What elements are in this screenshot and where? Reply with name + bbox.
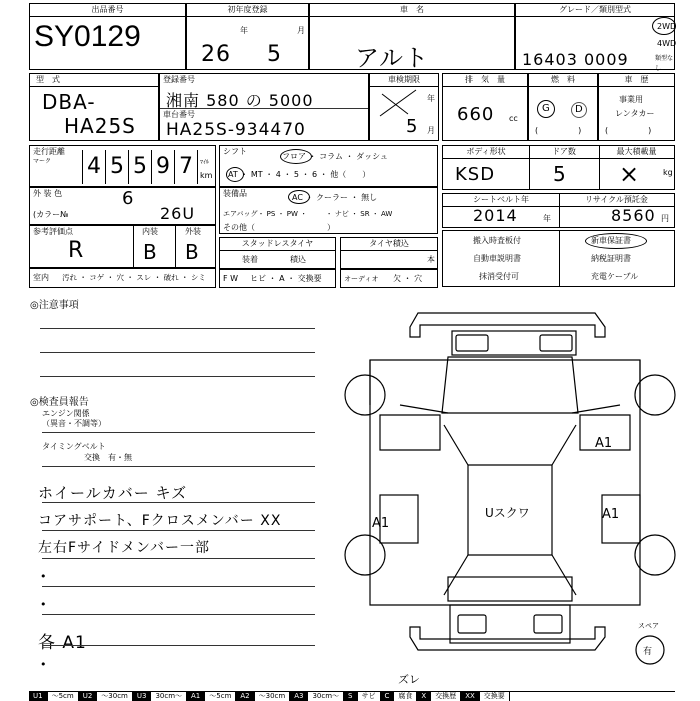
seatbelt-label: シートベルト年 bbox=[443, 194, 560, 207]
seatbelt-box bbox=[442, 193, 675, 228]
seatbelt-value: 2014 bbox=[473, 206, 518, 225]
displacement-unit: cc bbox=[509, 114, 518, 123]
studless-label: スタッドレスタイヤ bbox=[220, 238, 335, 251]
inspection-slash bbox=[378, 88, 418, 118]
legend-item: A2 bbox=[236, 692, 254, 701]
model-line2: HA25S bbox=[64, 114, 136, 138]
shift-at-circle bbox=[226, 167, 244, 182]
seatbelt-unit: 年 bbox=[543, 214, 551, 223]
interior-row-value: 汚れ ・ コゲ ・ 穴 ・ スレ ・ 破れ ・ シミ bbox=[62, 273, 206, 282]
equipment-ac-circle bbox=[288, 190, 310, 204]
diagram-spare-mark: 有 bbox=[643, 647, 653, 657]
legend-item: サビ bbox=[358, 692, 381, 701]
body-divider2 bbox=[599, 158, 600, 189]
legend-item: U2 bbox=[79, 692, 98, 701]
legend-item: 30cm～ bbox=[308, 692, 344, 701]
lot-label: 出品番号 bbox=[30, 4, 185, 17]
mileage-digit: 7 bbox=[179, 154, 194, 179]
capacity-unit: kg bbox=[663, 168, 673, 177]
reg-no-value: 湘南 580 の 5000 bbox=[166, 91, 314, 110]
diagram-spare-label: スペア bbox=[638, 622, 659, 630]
first-reg-year: 26 bbox=[201, 42, 231, 67]
report-line bbox=[42, 558, 315, 559]
fw-row-label: F W bbox=[223, 274, 239, 283]
first-reg-year-unit: 年 bbox=[240, 26, 248, 35]
mileage-unit-mile: ﾏｲﾙ bbox=[200, 159, 210, 166]
diagram-right-upper: A1 bbox=[595, 436, 613, 451]
legend-item: ～5cm bbox=[48, 692, 79, 701]
grade-box bbox=[515, 3, 675, 70]
score-box bbox=[29, 225, 216, 268]
check-warranty-circle bbox=[585, 233, 647, 249]
mileage-digit: 4 bbox=[87, 154, 102, 179]
report-line bbox=[42, 530, 315, 531]
inspection-month-unit: 月 bbox=[427, 126, 435, 135]
fuel-label: 燃 料 bbox=[529, 74, 597, 87]
legend-item: A1 bbox=[187, 692, 205, 701]
doors-value: 5 bbox=[553, 162, 567, 186]
legend-item: ～30cm bbox=[255, 692, 291, 701]
studless-b: 積込 bbox=[290, 255, 306, 264]
tire-label: タイヤ積込 bbox=[341, 238, 437, 251]
report-item: 左右Fサイドメンバー一部 bbox=[38, 540, 210, 556]
equipment-label: 装備品 bbox=[223, 189, 247, 198]
report-line bbox=[42, 466, 315, 467]
car-name-value: アルト bbox=[355, 44, 430, 72]
mileage-digit-cell bbox=[151, 150, 174, 184]
first-reg-label: 初年度登録 bbox=[187, 4, 308, 17]
recycle-unit: 円 bbox=[661, 214, 669, 223]
history-label: 車 歴 bbox=[599, 74, 674, 87]
shift-floor-circle bbox=[280, 149, 312, 164]
audio-row-value: 欠 ・ 穴 bbox=[393, 274, 423, 283]
report-engine-sub: （異音・不調等） bbox=[42, 419, 106, 428]
score-interior-label: 内装 bbox=[142, 227, 158, 236]
diagram-center-note: Uスクワ bbox=[485, 506, 530, 520]
capacity-value: × bbox=[619, 160, 641, 188]
equipment-row2: エアバッグ・ PS ・ PW ・ ・ ナビ ・ SR ・ AW bbox=[223, 210, 393, 218]
check-item: 搬入時査板付 bbox=[473, 236, 521, 245]
legend-item: U1 bbox=[29, 692, 48, 701]
notes-line bbox=[40, 328, 315, 329]
equipment-row1: AC ・ クーラー ・ 無し bbox=[292, 193, 378, 202]
legend-item: 腐食 bbox=[394, 692, 417, 701]
checklist-divider bbox=[559, 231, 560, 286]
history-a: 事業用 bbox=[619, 95, 643, 104]
mileage-digit-cell bbox=[174, 150, 198, 184]
report-line bbox=[42, 645, 315, 646]
score-divider2 bbox=[175, 226, 176, 267]
grade-value: 16403 0009 bbox=[522, 50, 629, 69]
fuel-d: D bbox=[575, 104, 583, 115]
legend-item: A3 bbox=[290, 692, 308, 701]
score-value: R bbox=[68, 238, 85, 263]
report-item: ホイールカバー キズ bbox=[38, 484, 188, 502]
mileage-digit: 5 bbox=[133, 154, 148, 179]
legend-item: S bbox=[344, 692, 357, 701]
shift-row1: フロア ・ コラム ・ ダッシュ bbox=[282, 152, 388, 161]
equipment-box bbox=[219, 187, 438, 234]
report-item: 各 A1 bbox=[38, 633, 87, 653]
report-line bbox=[42, 586, 315, 587]
reg-no-label: 登録番号 bbox=[163, 75, 195, 84]
report-item: コアサポート、Fクロスメンバー XX bbox=[38, 513, 282, 529]
inspection-year-unit: 年 bbox=[427, 94, 435, 103]
legend-item: ～5cm bbox=[205, 692, 236, 701]
fw-row-value: ヒビ ・ A ・ 交換要 bbox=[250, 274, 322, 283]
legend-item: 30cm～ bbox=[151, 692, 187, 701]
legend-item: ～30cm bbox=[97, 692, 133, 701]
color-code: 26U bbox=[160, 204, 196, 223]
report-timing: タイミングベルト bbox=[42, 442, 106, 451]
audio-row bbox=[340, 269, 438, 288]
color-value: 6 bbox=[122, 188, 135, 209]
report-line bbox=[42, 432, 315, 433]
color-box bbox=[29, 187, 216, 225]
shift-label: シフト bbox=[223, 147, 247, 156]
report-title: ◎検査員報告 bbox=[30, 397, 89, 408]
score-divider1 bbox=[133, 226, 134, 267]
history-b: レンタカー bbox=[615, 109, 655, 118]
chassis-label: 車台番号 bbox=[163, 110, 195, 119]
report-bullet: • bbox=[40, 598, 47, 611]
tire-unit: 本 bbox=[427, 255, 435, 264]
capacity-label: 最大積載量 bbox=[599, 146, 674, 159]
report-engine: エンジン関係 bbox=[42, 409, 90, 418]
checklist-box bbox=[442, 230, 675, 287]
recycle-value: 8560 bbox=[611, 206, 656, 225]
color-label: 外 装 色 bbox=[33, 189, 63, 198]
grade-label: グレード／類別型式 bbox=[516, 4, 674, 17]
fuel-box bbox=[528, 73, 598, 141]
score-interior: B bbox=[143, 240, 158, 264]
legend-item: U3 bbox=[133, 692, 152, 701]
mileage-box bbox=[29, 145, 216, 187]
studless-a: 装着 bbox=[242, 255, 258, 264]
displacement-box bbox=[442, 73, 528, 141]
legend-item: 交換歴 bbox=[431, 692, 461, 701]
displacement-label: 排 気 量 bbox=[443, 74, 527, 87]
history-paren: ( ) bbox=[605, 126, 660, 135]
notes-title: ◎注意事項 bbox=[30, 300, 79, 311]
score-label: 参考評価点 bbox=[33, 227, 73, 236]
mileage-digit: 9 bbox=[156, 154, 171, 179]
model-box bbox=[29, 73, 159, 141]
report-timing-sub: 交換 有・無 bbox=[84, 453, 132, 462]
shift-box bbox=[219, 145, 438, 187]
body-type-value: KSD bbox=[455, 164, 496, 185]
mileage-digits bbox=[82, 150, 198, 184]
interior-row bbox=[29, 268, 216, 288]
check-item: 納税証明書 bbox=[591, 254, 631, 263]
grade-none: 類型なし bbox=[655, 55, 674, 72]
legend-item: XX bbox=[461, 692, 480, 701]
diagram-bottom-note: ズレ bbox=[398, 673, 420, 686]
equipment-row3: その他（ ） bbox=[223, 223, 335, 232]
model-label: 型 式 bbox=[30, 74, 158, 87]
report-bullet: • bbox=[40, 570, 47, 583]
shift-row2: AT ・ MT ・ 4 ・ 5 ・ 6 ・ 他（ ） bbox=[228, 170, 371, 179]
audio-row-label: オーディオ bbox=[344, 275, 379, 283]
check-item: 充電ケーブル bbox=[591, 272, 639, 281]
fuel-g: G bbox=[542, 103, 550, 114]
first-reg-month: 5 bbox=[267, 42, 282, 67]
tire-box bbox=[340, 237, 438, 269]
report-line bbox=[42, 614, 315, 615]
diagram-left-panel: A1 bbox=[372, 516, 390, 531]
lot-number: SY0129 bbox=[34, 20, 141, 53]
notes-line bbox=[40, 376, 315, 377]
mileage-label: 走行距離 bbox=[33, 147, 65, 156]
mileage-digit-cell bbox=[128, 150, 151, 184]
first-reg-box bbox=[186, 3, 309, 70]
grade-2wd: 2WD bbox=[657, 22, 677, 31]
interior-row-label: 室内 bbox=[33, 273, 49, 282]
body-box bbox=[442, 145, 675, 190]
mileage-mark: マーク bbox=[33, 158, 52, 165]
mileage-unit-km: km bbox=[200, 171, 213, 180]
legend-item: X bbox=[417, 692, 431, 701]
grade-4wd: 4WD bbox=[657, 39, 677, 48]
notes-line bbox=[40, 352, 315, 353]
car-name-box bbox=[309, 3, 515, 70]
car-name-label: 車 名 bbox=[310, 4, 514, 17]
mileage-digit-cell bbox=[105, 150, 128, 184]
legend-item: C bbox=[381, 692, 395, 701]
inspection-label: 車検期限 bbox=[370, 74, 438, 87]
report-line bbox=[42, 502, 315, 503]
check-item: 新車保証書 bbox=[591, 236, 631, 245]
score-exterior-label: 外装 bbox=[185, 227, 201, 236]
inspection-month: 5 bbox=[406, 116, 419, 137]
fuel-paren: ( ) bbox=[535, 126, 590, 135]
diagram-right-lower: A1 bbox=[602, 507, 620, 522]
chassis-value: HA25S-934470 bbox=[166, 120, 306, 140]
score-exterior: B bbox=[185, 240, 200, 264]
studless-box bbox=[219, 237, 336, 269]
mileage-digit-cell bbox=[82, 150, 105, 184]
mileage-digit: 5 bbox=[110, 154, 125, 179]
lot-box bbox=[29, 3, 186, 70]
check-item: 抹消受付可 bbox=[479, 272, 519, 281]
grade-2wd-circle bbox=[652, 17, 676, 35]
color-code-label: (カラー№ bbox=[33, 210, 69, 219]
recycle-label: リサイクル預託金 bbox=[559, 194, 674, 207]
displacement-value: 660 bbox=[457, 104, 495, 125]
first-reg-month-unit: 月 bbox=[297, 26, 305, 35]
inspection-box bbox=[369, 73, 439, 141]
body-divider1 bbox=[529, 158, 530, 189]
registration-box bbox=[159, 73, 369, 141]
doors-label: ドア数 bbox=[529, 146, 600, 159]
history-box bbox=[598, 73, 675, 141]
model-line1: DBA- bbox=[42, 90, 96, 114]
reg-divider bbox=[160, 108, 368, 109]
seatbelt-divider bbox=[559, 206, 560, 227]
body-type-label: ボディ形状 bbox=[443, 146, 530, 159]
fw-row bbox=[219, 269, 336, 288]
check-item: 自動車説明書 bbox=[473, 254, 521, 263]
car-damage-diagram bbox=[340, 305, 685, 690]
legend-item: 交換要 bbox=[480, 692, 510, 701]
report-bullet: • bbox=[40, 658, 47, 671]
